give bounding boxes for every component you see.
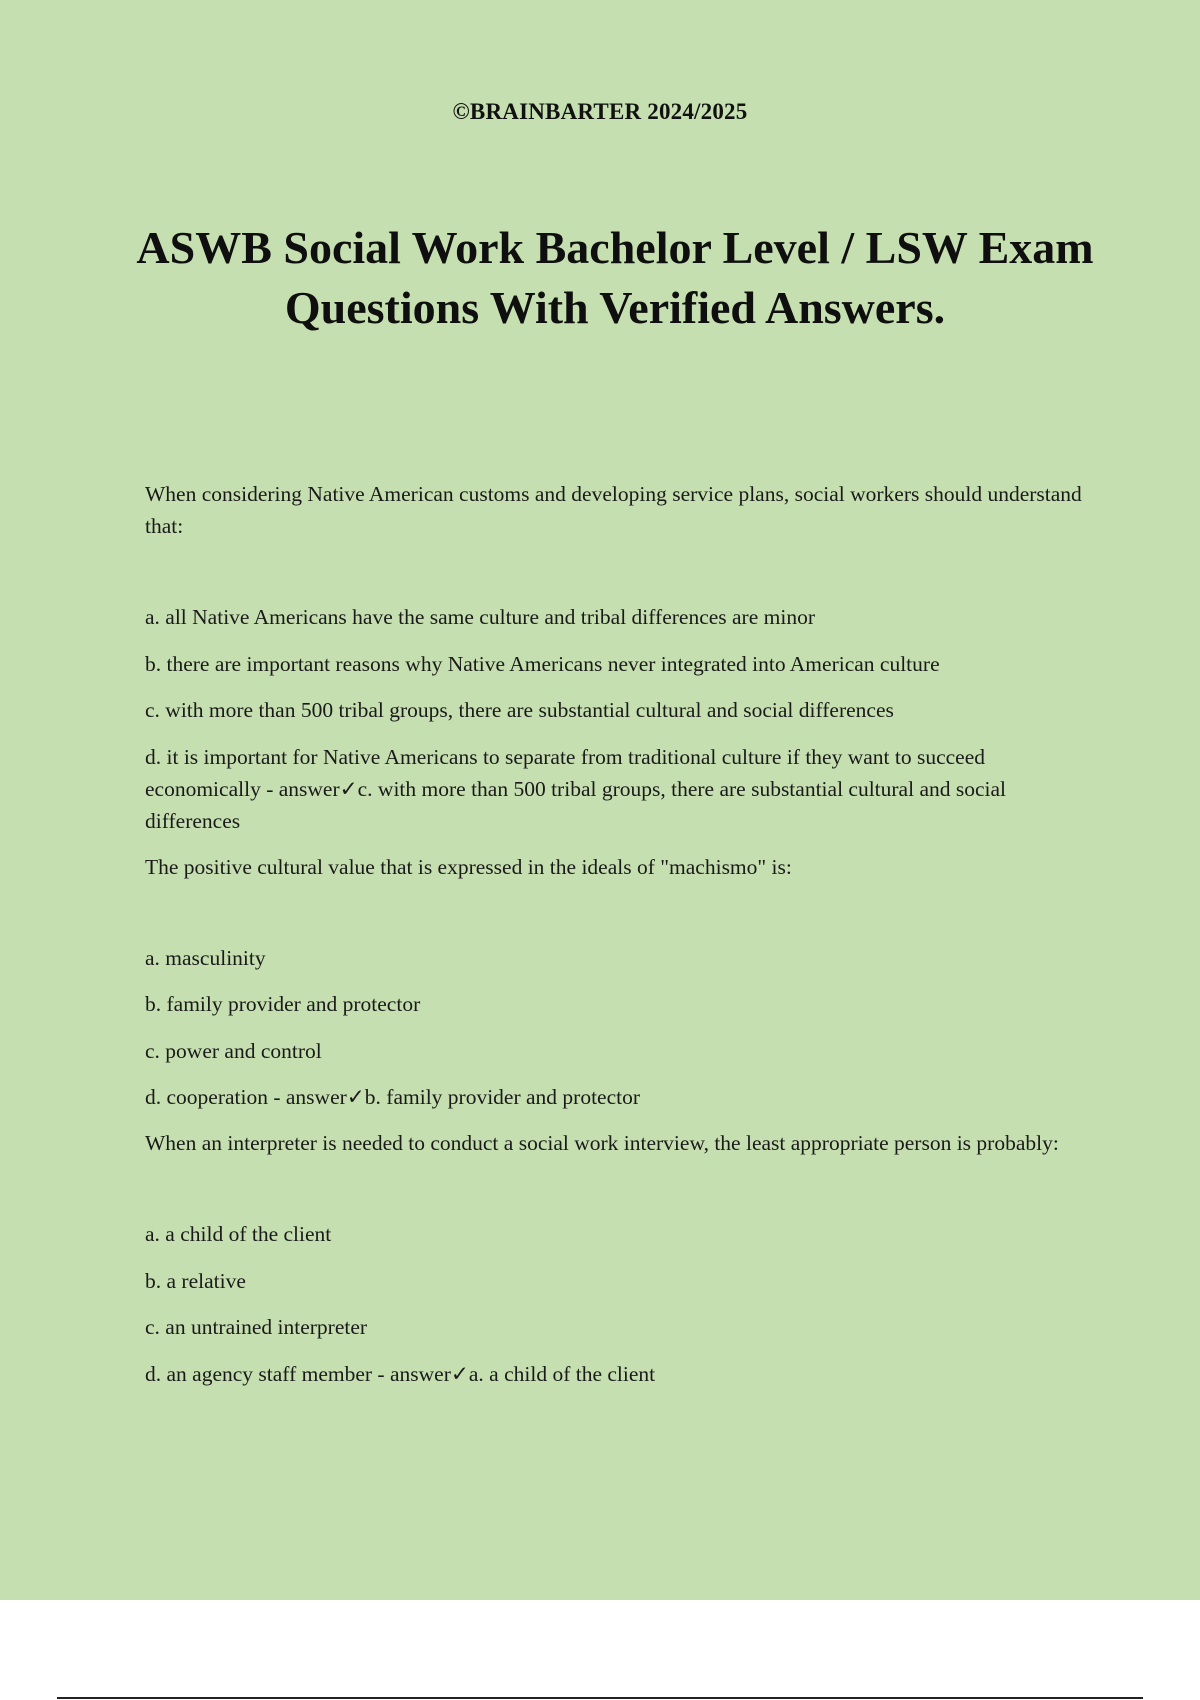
- answer-option: c. power and control: [145, 1038, 322, 1063]
- question-block: [145, 1127, 1095, 1390]
- answer-option-with-answer: d. cooperation - answer✓b. family provider and protector: [145, 1085, 641, 1109]
- answer-option-with-answer: d. it is important for Native Americans to separate from traditional culture if they want to succeed economically - answer✓c. with more than 500 tribal groups, there are substantial cultural and social differences: [145, 744, 1007, 833]
- questions-content: [145, 478, 1095, 1404]
- copyright-header: ©BRAINBARTER 2024/2025: [452, 99, 748, 124]
- answer-option-with-answer: d. an agency staff member - answer✓a. a child of the client: [145, 1361, 656, 1386]
- question-text: When considering Native American customs and developing service plans, social workers should understand that:: [145, 482, 1082, 538]
- answer-option: c. an untrained interpreter: [145, 1315, 368, 1339]
- answer-option: a. masculinity: [145, 945, 266, 970]
- question-block: [145, 478, 1095, 837]
- footer-divider: [57, 1697, 1143, 1699]
- answer-option: b. family provider and protector: [145, 992, 421, 1016]
- answer-option: c. with more than 500 tribal groups, there are substantial cultural and social differences: [145, 698, 894, 722]
- document-title: ASWB Social Work Bachelor Level / LSW Exam Questions With Verified Answers.: [136, 222, 1094, 333]
- question-text: The positive cultural value that is expressed in the ideals of "machismo" is:: [145, 854, 792, 879]
- answer-option: a. all Native Americans have the same culture and tribal differences are minor: [145, 605, 815, 629]
- answer-option: a. a child of the client: [145, 1222, 332, 1246]
- question-text: When an interpreter is needed to conduct a social work interview, the least appropriate person is probably:: [145, 1131, 1059, 1155]
- answer-option: b. a relative: [145, 1268, 246, 1293]
- answer-option: b. there are important reasons why Native Americans never integrated into American culture: [145, 651, 940, 676]
- question-block: [145, 851, 1095, 1114]
